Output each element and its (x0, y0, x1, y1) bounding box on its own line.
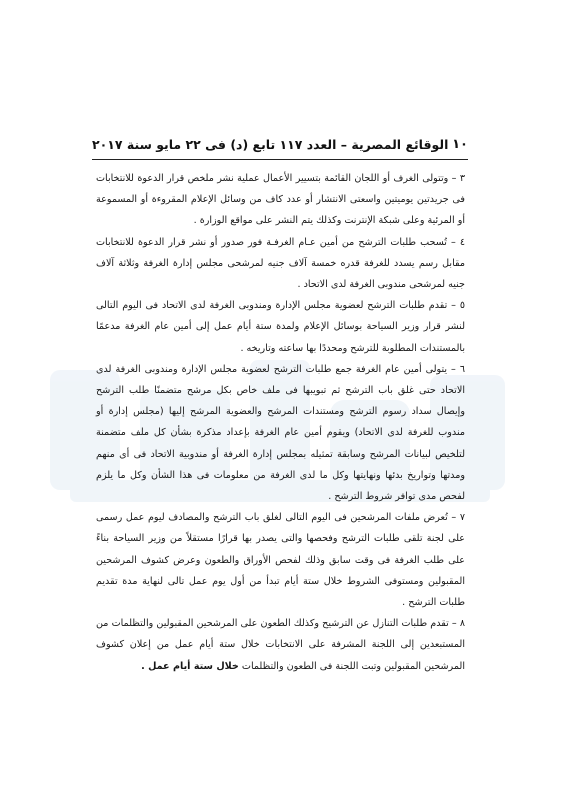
header-divider (92, 159, 468, 160)
paragraph-8-text: ٨ – تقدم طلبات التنازل عن الترشيح وكذلك الطعون على المرشحين المقبولين والتظلمات من المستبعدين إلى اللجنة المشرفة على الانتخابات خلال ستة أيام عمل من إعلان كشوف المرشحين المقبولين وتبت اللجنة فى الطعون والتظلمات (96, 618, 465, 672)
article-body (96, 168, 465, 677)
paragraph-7: ٧ – تُعرض ملفات المرشحين فى اليوم التالى لغلق باب الترشح والمصادف ليوم عمل رسمى على لجنة تلقى طلبات الترشح وفحصها والتى يصدر بها قرارًا مستقلاً من وزير السياحة بناءً على طلب الغرفة فى وقت سابق وذلك لفحص الأوراق والطعون وعرض كشوف المرشحين المقبولين ومستوفى الشروط خلال ستة أيام تبدأ من أول يوم عمل تالى لنهاية مدة تقديم طلبات الترشح . (96, 512, 465, 609)
paragraph-6: ٦ – يتولى أمين عام الغرفة جمع طلبات الترشح لعضوية مجلس الإدارة ومندوبى الغرفة لدى الاتحاد حتى غلق باب الترشح ثم تبويبها فى ملف خاص بكل مرشح متضمنًا طلب الترشح وإيصال سداد رسوم الترشح ومستندات المرشح والعضوية المرشح إليها (مجلس إدارة أو مندوب للغرفة لدى الاتحاد) ويقوم أمين عام الغرفة بإعداد مذكرة بشأن كل ملف متضمنة لتلخيص لبيانات المرشح وسابقة تمثيله بمجلس إدارة الغرفة أو مندوبية الاتحاد فى أى منهم ومدتها وتواريخ بدئها ونهايتها وكل ما لدى الغرفة من معلومات فى هذا الشأن وكل ما يلزم لفحص مدى توافر شروط الترشح . (96, 363, 465, 503)
gazette-header-title: الوقائع المصرية – العدد ١١٧ تابع (د) فى ٢٢ مايو سنة ٢٠١٧ (92, 136, 449, 152)
paragraph-5: ٥ – تقدم طلبات الترشح لعضوية مجلس الإدارة ومندوبى الغرفة لدى الاتحاد فى اليوم التالى لنشر قرار وزير السياحة بوسائل الإعلام ولمدة ستة أيام عمل إلى أمين عام الغرفة مدعمًا بالمستندات المطلوبة للترشح ومحددًا بها ساعته وتاريخه . (96, 300, 465, 354)
page-header (92, 132, 468, 156)
paragraph-4: ٤ – تُسحب طلبات الترشح من أمين عـام الغرفـة فور صدور أو نشر قرار الدعوة للانتخابات مقابل رسم يسدد للغرفة قدره خمسة آلاف جنيه لمرشحى مجلس إدارة الغرفة وثلاثة آلاف جنيه لمرشحى مندوبى الغرفة لدى الاتحاد . (96, 236, 465, 291)
paragraph-8-emphasis: خلال ستة أيام عمل . (141, 660, 239, 672)
paragraph-3: ٣ – وتتولى الغرف أو اللجان القائمة بتسيير الأعمال عملية نشر ملخص قرار الدعوة للانتخابات فى جريدتين يوميتين واسعتى الانتشار أو عدد كاف من وسائل الإعلام المقروءة أو المسموعة أو المرئية وعلى شبكة الإنترنت وكذلك يتم النشر على مواقع الوزارة . (96, 173, 465, 227)
paragraph-8 (96, 613, 465, 677)
page-number: ١٠ (452, 136, 468, 152)
